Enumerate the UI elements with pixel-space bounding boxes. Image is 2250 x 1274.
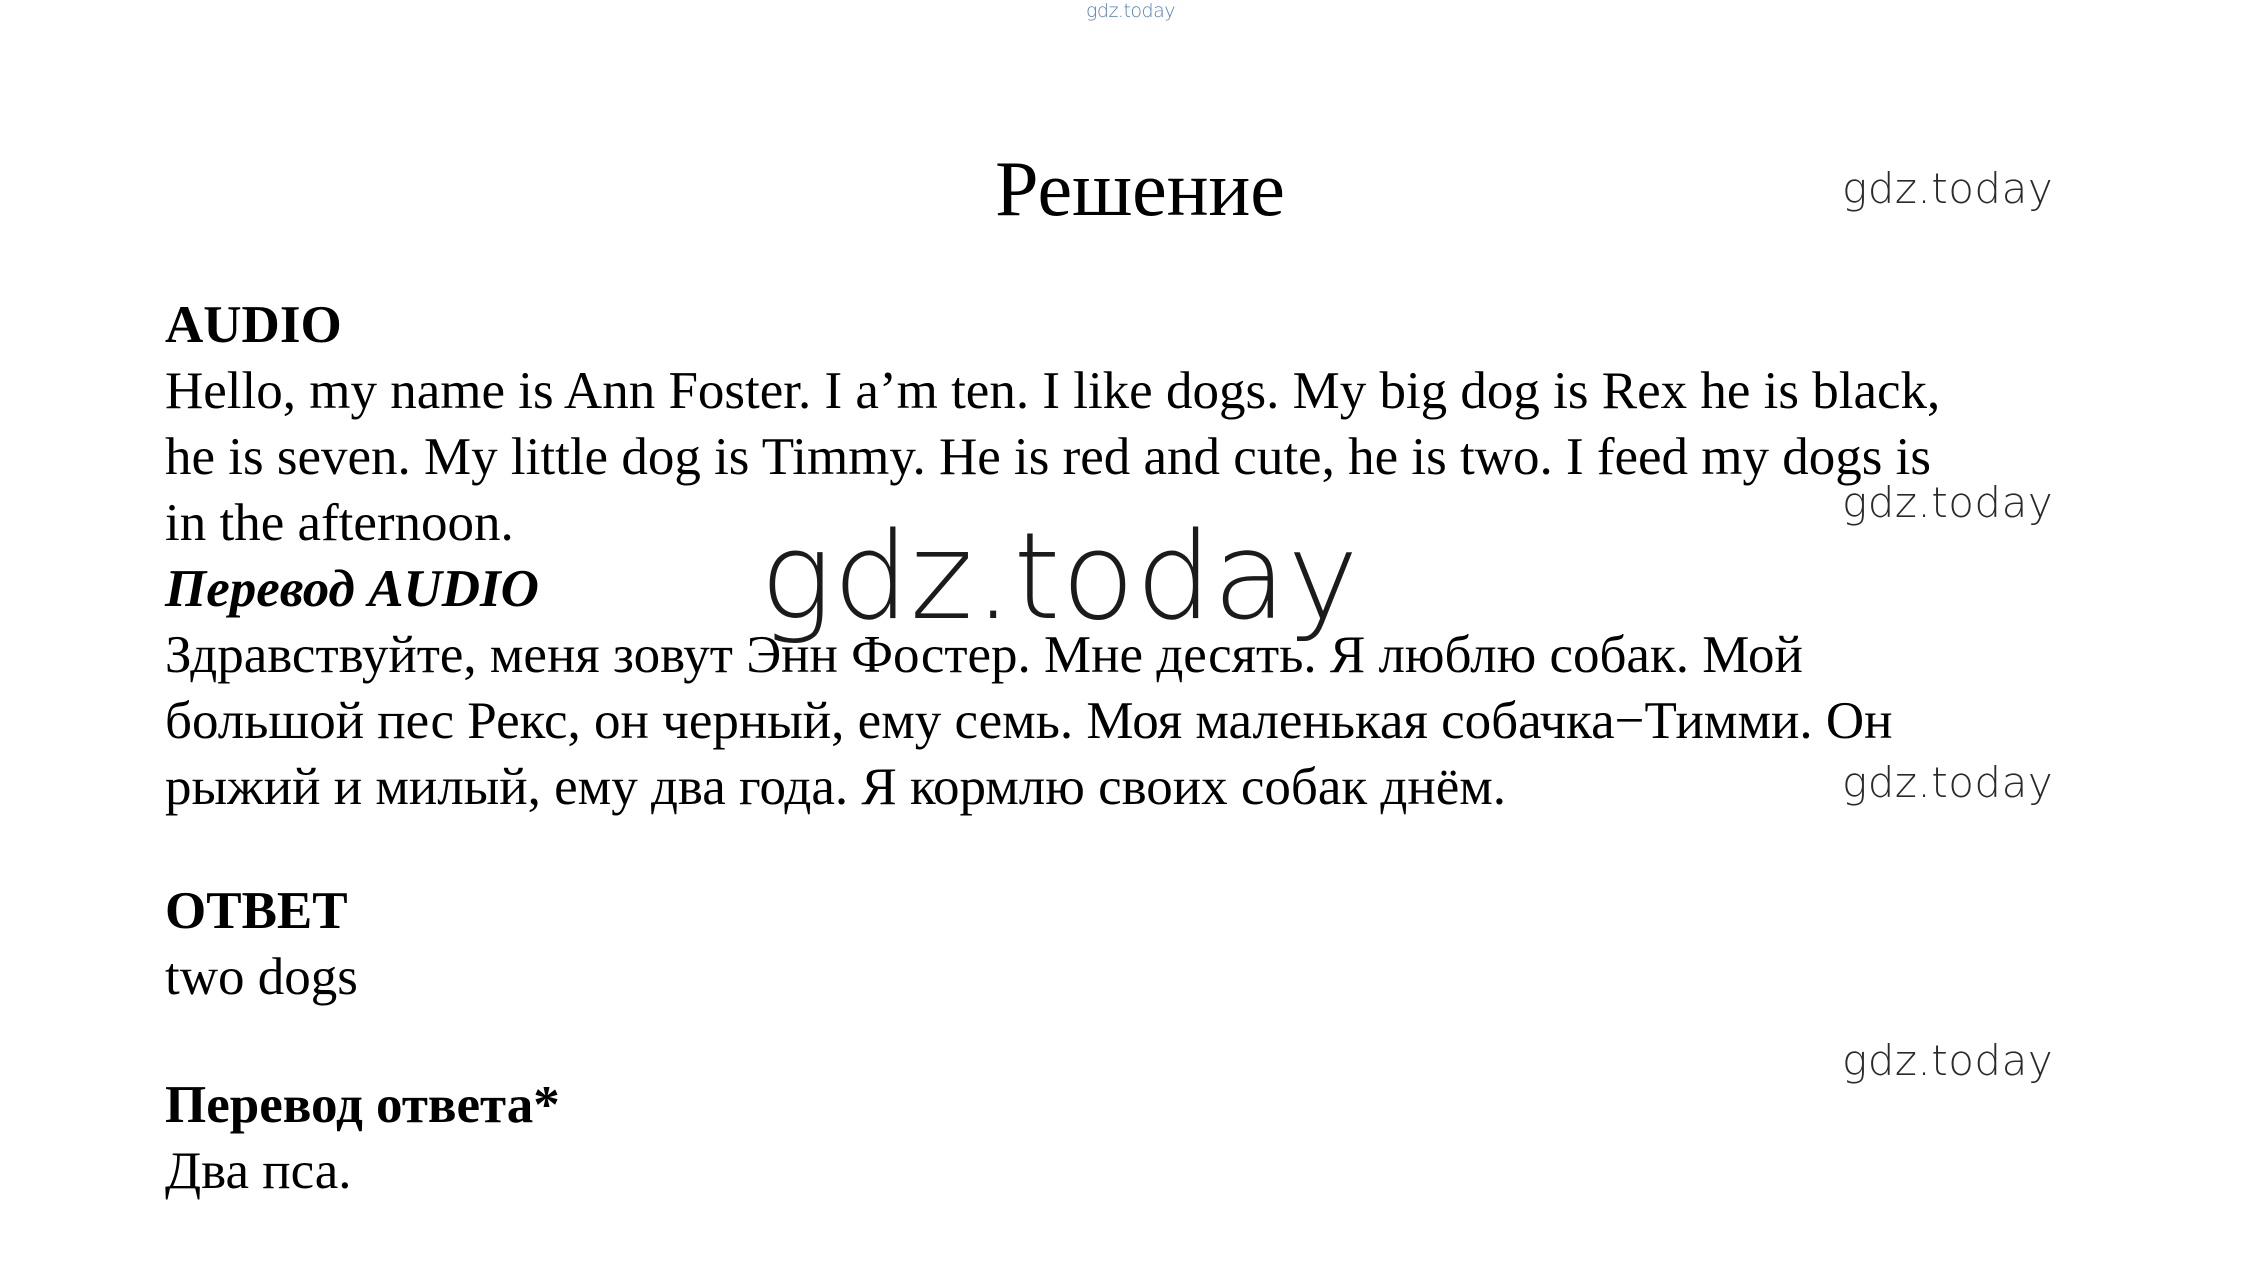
audio-text-line: he is seven. My little dog is Timmy. He is red and cute, he is two. I feed my dogs is [165,428,1932,486]
answer-translation-heading: Перевод ответа* [165,1076,560,1134]
answer-translation-section [165,1072,2165,1204]
answer-section [165,878,2165,1010]
audio-text-line: Hello, my name is Ann Foster. I a’m ten. I like dogs. My big dog is Rex he is black, [165,362,1941,420]
watermark-top: gdz.today [1086,0,1175,22]
audio-translation-line: рыжий и милый, ему два года. Я кормлю своих собак днём. [165,758,1507,816]
watermark-side: gdz.today [1842,478,2054,527]
watermark-side: gdz.today [1842,164,2054,213]
watermark-center: gdz.today [760,508,1360,647]
audio-text-line: in the afternoon. [165,494,514,552]
watermark-side: gdz.today [1842,758,2054,807]
answer-translation-text: Два пса. [165,1142,352,1200]
answer-text: two dogs [165,948,358,1006]
watermark-side: gdz.today [1842,1036,2054,1085]
page-title: Решение [995,145,1285,232]
audio-translation-line: большой пес Рекс, он черный, ему семь. Моя маленькая собачка−Тимми. Он [165,692,1893,750]
audio-translation-heading: Перевод AUDIO [165,560,539,618]
answer-heading: ОТВЕТ [165,882,348,940]
audio-translation-line: Здравствуйте, меня зовут Энн Фостер. Мне десять. Я люблю собак. Мой [165,626,1803,684]
audio-heading: AUDIO [165,296,342,354]
